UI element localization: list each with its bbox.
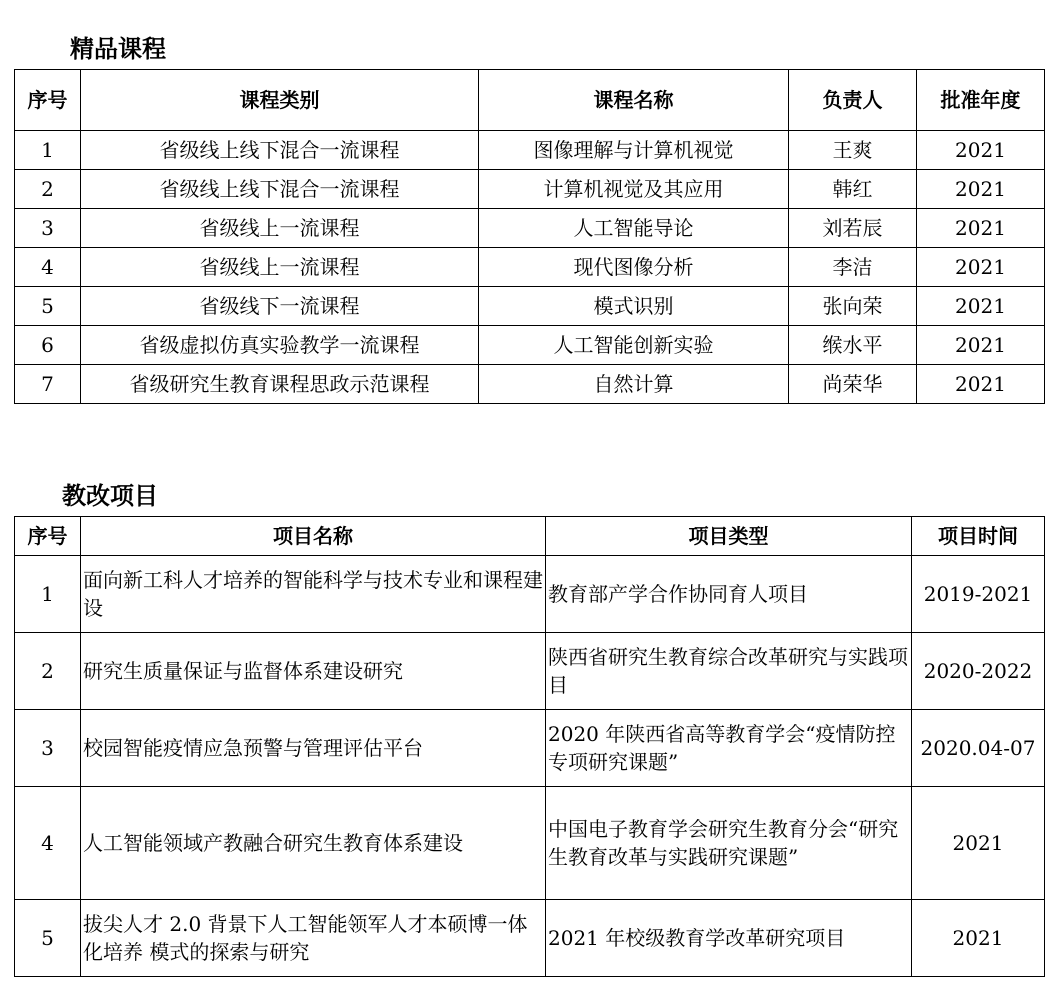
project-name: 研究生质量保证与监督体系建设研究: [81, 633, 546, 710]
course-owner: 刘若辰: [789, 209, 917, 248]
course-category: 省级线下一流课程: [81, 287, 479, 326]
course-name: 人工智能创新实验: [479, 326, 789, 365]
project-type: 中国电子教育学会研究生教育分会“研究生教育改革与实践研究课题”: [546, 787, 912, 900]
table-row: [15, 710, 1045, 787]
course-year: 2021: [917, 131, 1045, 170]
course-index: 1: [15, 131, 81, 170]
table-row: [15, 131, 1045, 170]
course-name: 计算机视觉及其应用: [479, 170, 789, 209]
project-type: 2021 年校级教育学改革研究项目: [546, 900, 912, 977]
project-period: 2021: [912, 900, 1045, 977]
table-row: [15, 209, 1045, 248]
course-index: 2: [15, 170, 81, 209]
course-category: 省级线上线下混合一流课程: [81, 170, 479, 209]
course-category: 省级线上一流课程: [81, 209, 479, 248]
course-owner: 张向荣: [789, 287, 917, 326]
projects-header-row: [15, 517, 1045, 556]
courses-header-name: 课程名称: [479, 70, 789, 131]
table-row: [15, 170, 1045, 209]
course-name: 模式识别: [479, 287, 789, 326]
courses-header-owner: 负责人: [789, 70, 917, 131]
table-row: [15, 900, 1045, 977]
table-row: [15, 787, 1045, 900]
project-index: 2: [15, 633, 81, 710]
projects-section-title: 教改项目: [62, 482, 158, 510]
course-year: 2021: [917, 209, 1045, 248]
courses-header-year: 批准年度: [917, 70, 1045, 131]
course-year: 2021: [917, 248, 1045, 287]
project-type: 教育部产学合作协同育人项目: [546, 556, 912, 633]
project-index: 1: [15, 556, 81, 633]
table-row: [15, 365, 1045, 404]
project-index: 4: [15, 787, 81, 900]
project-name: 拔尖人才 2.0 背景下人工智能领军人才本硕博一体化培养 模式的探索与研究: [81, 900, 546, 977]
course-year: 2021: [917, 170, 1045, 209]
course-year: 2021: [917, 287, 1045, 326]
table-row: [15, 248, 1045, 287]
project-name: 校园智能疫情应急预警与管理评估平台: [81, 710, 546, 787]
project-name: 面向新工科人才培养的智能科学与技术专业和课程建设: [81, 556, 546, 633]
course-index: 6: [15, 326, 81, 365]
project-type: 2020 年陕西省高等教育学会“疫情防控专项研究课题”: [546, 710, 912, 787]
projects-table: [14, 516, 1045, 977]
courses-header-index: 序号: [15, 70, 81, 131]
course-category: 省级线上线下混合一流课程: [81, 131, 479, 170]
course-index: 4: [15, 248, 81, 287]
course-name: 自然计算: [479, 365, 789, 404]
projects-header-period: 项目时间: [912, 517, 1045, 556]
course-name: 现代图像分析: [479, 248, 789, 287]
projects-header-name: 项目名称: [81, 517, 546, 556]
course-name: 人工智能导论: [479, 209, 789, 248]
course-owner: 王爽: [789, 131, 917, 170]
course-owner: 李洁: [789, 248, 917, 287]
courses-header-row: [15, 70, 1045, 131]
project-type: 陕西省研究生教育综合改革研究与实践项目: [546, 633, 912, 710]
table-row: [15, 326, 1045, 365]
project-period: 2019-2021: [912, 556, 1045, 633]
course-index: 7: [15, 365, 81, 404]
course-category: 省级线上一流课程: [81, 248, 479, 287]
project-period: 2021: [912, 787, 1045, 900]
course-name: 图像理解与计算机视觉: [479, 131, 789, 170]
project-index: 3: [15, 710, 81, 787]
course-year: 2021: [917, 326, 1045, 365]
courses-section-title: 精品课程: [70, 35, 166, 63]
courses-header-category: 课程类别: [81, 70, 479, 131]
course-index: 3: [15, 209, 81, 248]
projects-header-type: 项目类型: [546, 517, 912, 556]
course-category: 省级虚拟仿真实验教学一流课程: [81, 326, 479, 365]
course-year: 2021: [917, 365, 1045, 404]
projects-header-index: 序号: [15, 517, 81, 556]
project-period: 2020-2022: [912, 633, 1045, 710]
table-row: [15, 633, 1045, 710]
course-owner: 尚荣华: [789, 365, 917, 404]
project-name: 人工智能领域产教融合研究生教育体系建设: [81, 787, 546, 900]
course-owner: 缑水平: [789, 326, 917, 365]
course-index: 5: [15, 287, 81, 326]
table-row: [15, 287, 1045, 326]
table-row: [15, 556, 1045, 633]
course-category: 省级研究生教育课程思政示范课程: [81, 365, 479, 404]
project-period: 2020.04-07: [912, 710, 1045, 787]
project-index: 5: [15, 900, 81, 977]
courses-table: [14, 69, 1045, 404]
course-owner: 韩红: [789, 170, 917, 209]
